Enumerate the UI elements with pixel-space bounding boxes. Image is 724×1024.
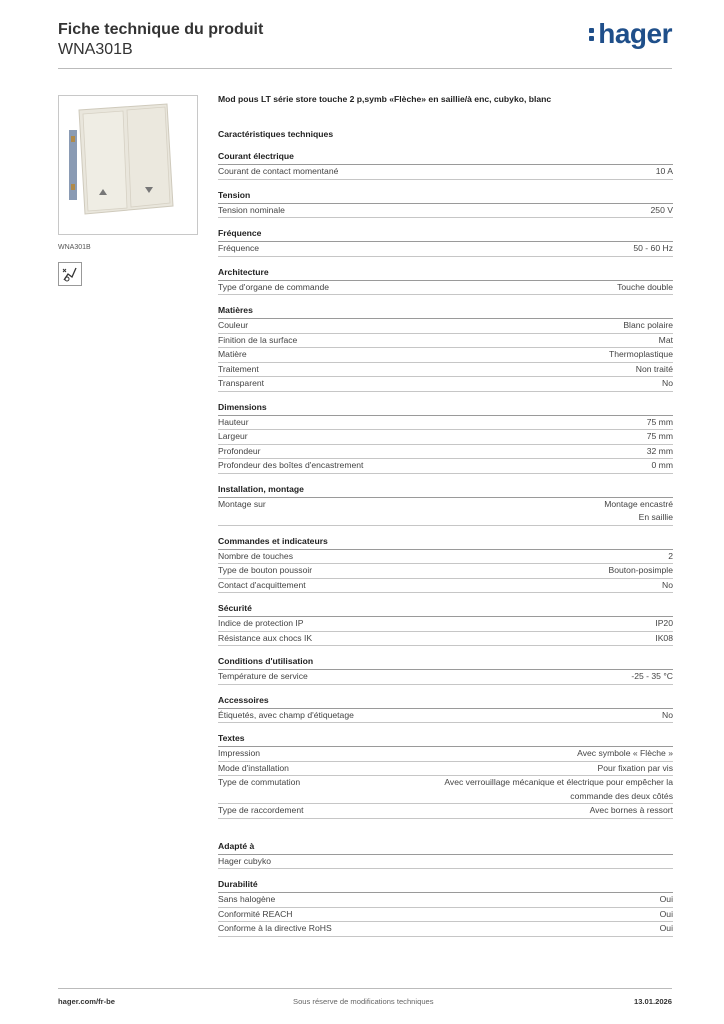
spec-value: Thermoplastique	[608, 349, 673, 359]
section-title: Accessoires	[218, 694, 673, 709]
spec-value: -25 - 35 °C	[631, 671, 673, 681]
spec-row	[218, 498, 673, 526]
spec-label: Température de service	[218, 671, 308, 681]
spec-section	[218, 840, 673, 870]
image-caption: WNA301B	[58, 244, 91, 251]
spec-value: Pour fixation par vis	[597, 762, 673, 773]
spec-value: Bouton-posimple	[608, 565, 673, 575]
spec-row	[218, 762, 673, 777]
spec-label: Impression	[218, 748, 261, 758]
spec-row	[218, 922, 673, 937]
spec-label: Hager cubyko	[218, 855, 272, 866]
spec-label: Étiquetés, avec champ d'étiquetage	[218, 709, 354, 720]
spec-value: 2	[668, 550, 673, 561]
specification-content	[218, 92, 673, 937]
section-title: Conditions d'utilisation	[218, 655, 673, 670]
section-title: Commandes et indicateurs	[218, 535, 673, 550]
spec-row	[218, 242, 673, 257]
spec-label: Nombre de touches	[218, 550, 293, 561]
spec-row	[218, 165, 673, 180]
spec-section	[218, 150, 673, 180]
section-title: Matières	[218, 304, 673, 319]
pictogram-icon	[58, 262, 82, 286]
spec-row	[218, 908, 673, 923]
spec-label: Indice de protection IP	[218, 618, 304, 628]
spec-row	[218, 632, 673, 647]
spec-value: No	[662, 579, 673, 590]
spec-row	[218, 430, 673, 445]
spec-label: Courant de contact momentané	[218, 166, 339, 176]
spec-row	[218, 709, 673, 724]
product-description: Mod pous LT série store touche 2 p,symb «Flèche» en saillie/à enc, cubyko, blanc	[218, 94, 552, 104]
spec-label: Largeur	[218, 431, 248, 441]
spec-row	[218, 550, 673, 565]
spec-value: 75 mm	[646, 416, 673, 427]
spec-value: IP20	[655, 618, 673, 628]
spec-row	[218, 204, 673, 219]
product-reference: WNA301B	[58, 41, 133, 58]
spec-section	[218, 266, 673, 296]
spec-value: 50 - 60 Hz	[633, 243, 673, 253]
section-title: Fréquence	[218, 227, 673, 242]
spec-row	[218, 319, 673, 334]
spec-row	[218, 281, 673, 296]
spec-label: Type de commutation	[218, 777, 301, 787]
spec-row	[218, 893, 673, 908]
section-title: Architecture	[218, 266, 673, 281]
spec-value: Blanc polaire	[623, 320, 673, 330]
footer-date: 13.01.2026	[633, 997, 672, 1006]
spec-section	[218, 189, 673, 219]
section-title: Dimensions	[218, 401, 673, 416]
spec-sections	[218, 150, 673, 937]
spec-section	[218, 483, 673, 526]
spec-label: Tension nominale	[218, 204, 285, 215]
spec-section	[218, 694, 673, 724]
spec-value: Oui	[659, 908, 673, 919]
product-image	[58, 95, 198, 235]
spec-row	[218, 416, 673, 431]
spec-label: Sans halogène	[218, 894, 276, 904]
technical-characteristics-heading: Caractéristiques techniques	[218, 129, 334, 139]
spec-label: Type d'organe de commande	[218, 281, 330, 292]
section-title: Sécurité	[218, 602, 673, 617]
spec-label: Résistance aux chocs IK	[218, 632, 313, 643]
spec-row	[218, 804, 673, 819]
spec-value: 10 A	[655, 166, 673, 176]
spec-row	[218, 855, 673, 870]
spec-row	[218, 776, 673, 804]
spec-label: Couleur	[218, 320, 249, 330]
footer-disclaimer: Sous réserve de modifications techniques	[293, 997, 434, 1006]
spec-row	[218, 445, 673, 460]
spec-label: Profondeur	[218, 445, 261, 456]
spec-label: Traitement	[218, 363, 259, 374]
spec-label: Mode d'installation	[218, 762, 289, 773]
spec-label: Type de bouton poussoir	[218, 565, 313, 575]
spec-value: 32 mm	[646, 445, 673, 456]
hager-logo	[589, 18, 672, 50]
spec-section	[218, 655, 673, 685]
spec-label: Conforme à la directive RoHS	[218, 923, 332, 933]
spec-section	[218, 227, 673, 257]
section-spacer	[218, 819, 673, 831]
spec-label: Montage sur	[218, 498, 266, 509]
spec-row	[218, 617, 673, 632]
logo-dots-icon	[589, 26, 595, 42]
section-title: Durabilité	[218, 878, 673, 893]
section-title: Tension	[218, 189, 673, 204]
spec-label: Matière	[218, 349, 247, 359]
section-title: Installation, montage	[218, 483, 673, 498]
spec-row	[218, 363, 673, 378]
spec-value: Avec bornes à ressort	[589, 805, 673, 815]
spec-label: Hauteur	[218, 416, 249, 427]
spec-label: Fréquence	[218, 243, 260, 253]
spec-label: Contact d'acquittement	[218, 579, 306, 590]
spec-section	[218, 304, 673, 392]
spec-section	[218, 401, 673, 474]
document-title: Fiche technique du produit	[58, 21, 264, 38]
spec-value: Mat	[658, 334, 673, 345]
spec-label: Conformité REACH	[218, 908, 293, 919]
spec-value: Oui	[659, 923, 673, 933]
spec-value: IK08	[655, 632, 673, 643]
spec-row	[218, 348, 673, 363]
spec-label: Profondeur des boîtes d'encastrement	[218, 460, 364, 470]
spec-value: Touche double	[617, 281, 673, 292]
spec-label: Type de raccordement	[218, 805, 304, 815]
footer-divider	[58, 988, 672, 989]
header-divider	[58, 68, 672, 69]
spec-section	[218, 732, 673, 819]
spec-row	[218, 747, 673, 762]
spec-row	[218, 564, 673, 579]
spec-row	[218, 459, 673, 474]
section-title: Courant électrique	[218, 150, 673, 165]
spec-row	[218, 377, 673, 392]
spec-section	[218, 602, 673, 646]
spec-section	[218, 878, 673, 937]
spec-value: No	[662, 378, 673, 388]
spec-value: 75 mm	[646, 431, 673, 441]
spec-row	[218, 670, 673, 685]
logo-text: hager	[598, 18, 672, 49]
spec-value: No	[662, 709, 673, 720]
spec-value: Montage encastré En saillie	[604, 498, 673, 522]
section-title: Textes	[218, 732, 673, 747]
spec-value: 0 mm	[651, 460, 673, 470]
spec-label: Transparent	[218, 378, 265, 388]
document-header	[58, 20, 672, 68]
footer-website[interactable]: hager.com/fr-be	[58, 997, 115, 1006]
spec-value: 250 V	[650, 204, 673, 215]
spec-value: Avec symbole « Flèche »	[577, 748, 673, 758]
spec-section	[218, 535, 673, 594]
spec-row	[218, 579, 673, 594]
spec-value: Oui	[659, 894, 673, 904]
switch-illustration	[59, 96, 197, 234]
spec-value: Non traité	[635, 363, 673, 374]
spec-value: Avec verrouillage mécanique et électrique pour empêcher la commande des deux côtés	[444, 777, 673, 801]
spec-row	[218, 334, 673, 349]
section-title: Adapté à	[218, 840, 673, 855]
spec-label: Finition de la surface	[218, 334, 298, 345]
